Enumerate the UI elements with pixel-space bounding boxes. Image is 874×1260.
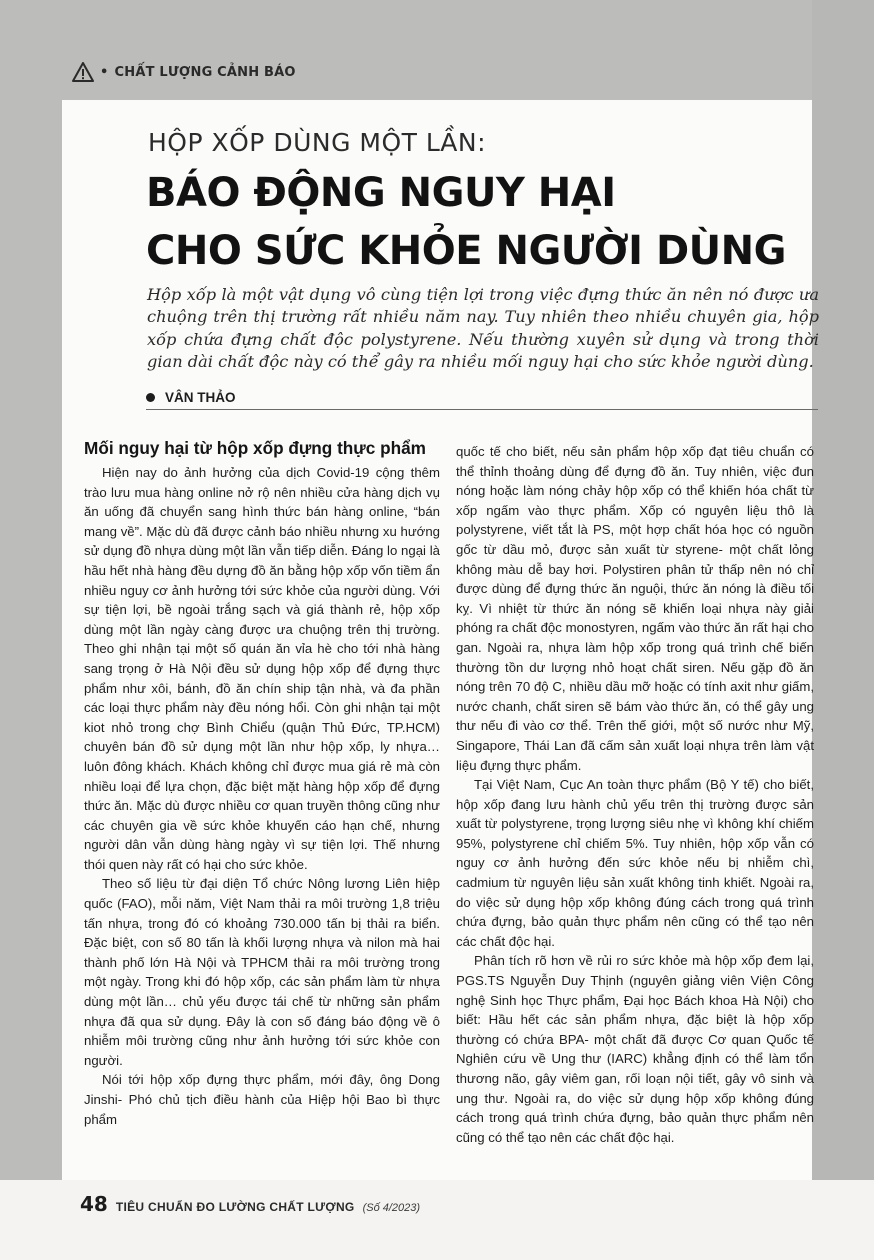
body-paragraph: Phân tích rõ hơn về rủi ro sức khỏe mà hộp xốp đem lại, PGS.TS Nguyễn Duy Thịnh (nguyên giảng viên Viện Công nghệ Sinh học Thực phẩm, Đại học Bách khoa Hà Nội) cho biết: Hầu hết các sản phẩm nhựa, đặc biệt là hộp xốp thường có chứa BPA- một chất đã được Cơ quan Quốc tế Nghiên cứu về Ung thư (IARC) khẳng định có thể làm tổn thương não, gây viêm gan, rối loạn nội tiết, gây vô sinh và ung thư. Ngoài ra, do việc sử dụng hộp xốp không đúng cách trong quá trình chứa đựng, bảo quản thực phẩm nên cũng có thể tạo nên các chất độc hại. (456, 953, 814, 1145)
page-right-band (812, 0, 874, 1260)
page-number: 48 (80, 1192, 108, 1216)
body-column-right (456, 442, 814, 1147)
byline-divider (146, 409, 818, 410)
headline-line-2: CHO SỨC KHỎE NGƯỜI DÙNG (146, 228, 786, 274)
section-bullet: • (100, 64, 109, 80)
page-left-band (0, 0, 62, 1180)
body-paragraph: Nói tới hộp xốp đựng thực phẩm, mới đây, ông Dong Jinshi- Phó chủ tịch điều hành của Hiệp hội Bao bì thực phẩm (84, 1072, 440, 1127)
author-bullet-icon (146, 393, 155, 402)
article-kicker: HỘP XỐP DÙNG MỘT LẦN: (148, 128, 487, 157)
publication-name: TIÊU CHUẨN ĐO LƯỜNG CHẤT LƯỢNG (115, 1200, 355, 1214)
body-column-left (84, 438, 440, 1129)
section-label: CHẤT LƯỢNG CẢNH BÁO (114, 64, 296, 80)
page-top-band (0, 0, 874, 100)
author-byline (146, 390, 236, 405)
article-lede: Hộp xốp là một vật dụng vô cùng tiện lợi trong việc đựng thức ăn nên nó được ưa chuộng trên thị trường rất nhiều năm nay. Tuy nhiên theo nhiều chuyên gia, hộp xốp chứa đựng chất độc polystyrene. Nếu thường xuyên sử dụng và trong thời gian dài chất độc này có thể gây ra nhiều mối nguy hại cho sức khỏe người dùng. (147, 285, 819, 372)
article-headline (146, 164, 806, 280)
headline-line-1: BÁO ĐỘNG NGUY HẠI (146, 170, 616, 216)
body-paragraph: Tại Việt Nam, Cục An toàn thực phẩm (Bộ Y tế) cho biết, hộp xốp đang lưu hành chủ yếu trên thị trường được sản xuất từ polystyrene, trọng lượng siêu nhẹ vì không khí chiếm 95%, polystyrene chỉ chiếm 5%. Tuy nhiên, hộp xốp vẫn có nguy cơ ảnh hưởng đến sức khỏe nếu bị nhiễm chì, cadmium từ nguyên liệu sản xuất không tinh khiết. Ngoài ra, do việc sử dụng hộp xốp không đúng cách trong quá trình chứa đựng, bảo quản thực phẩm nên cũng có thể tạo nên các chất độc hại. (456, 777, 814, 949)
section-tag (72, 62, 296, 82)
author-name: VÂN THẢO (165, 390, 236, 405)
page-footer (80, 1192, 420, 1216)
issue-number: (Số 4/2023) (362, 1202, 421, 1214)
body-paragraph: quốc tế cho biết, nếu sản phẩm hộp xốp đạt tiêu chuẩn có thể thỉnh thoảng dùng để đựng đồ ăn. Tuy nhiên, việc đun nóng hoặc làm nóng chảy hộp xốp có thể khiến hóa chất từ xốp ngấm vào thực phẩm. Xốp có nguyên liệu thô là polystyrene, viết tắt là PS, một hợp chất hóa học có nguồn gốc từ dầu mỏ, được sản xuất từ styrene- một chất lỏng không màu dễ bay hơi. Polystiren phân tử thấp nên nó chỉ được dùng để đựng thức ăn nguội, thức ăn nóng là điều tối kỵ. Vì nhiệt từ thức ăn nóng sẽ khiến loại nhựa này giải phóng ra chất độc monostyren, ngấm vào thức ăn rất hại cho gan. Ngoài ra, nhựa làm hộp xốp trong quá trình chế biến thường tồn dư lượng nhỏ hoạt chất siren. Nếu gặp đồ ăn nóng trên 70 độ C, nhiều dầu mỡ hoặc có tính axit như giấm, nước chanh, chất siren sẽ bám vào thức ăn, có thể gây ung thư nếu đi vào cơ thể. Trên thế giới, một số nước như Mỹ, Singapore, Thái Lan đã cấm sản xuất loại nhựa trên làm vật liệu đựng thực phẩm. (456, 444, 814, 773)
body-paragraph: Hiện nay do ảnh hưởng của dịch Covid-19 cộng thêm trào lưu mua hàng online nở rộ nên nhiều cửa hàng dịch vụ ăn uống đã chuyển sang hình thức bán hàng online, “bán mang về”. Mặc dù đã được cảnh báo nhiều nhưng xu hướng sử dụng đồ nhựa dùng một lần vẫn tiếp diễn. Đáng lo ngại là hầu hết nhà hàng đều dựng đồ ăn bằng hộp xốp vốn tiềm ẩn nhiều nguy cơ ảnh hưởng tới sức khỏe của người dùng. Với sự tiện lợi, bề ngoài trắng sạch và giá thành rẻ, hộp xốp dùng một lần ngày càng được ưa chuộng trên thị trường. Theo ghi nhận tại một số quán ăn vỉa hè cho tới nhà hàng sang trọng ở Hà Nội đều sử dụng hộp xốp để đựng thực phẩm như xôi, bánh, đồ ăn chín ship tận nhà, và đa phần các loại thực phẩm này đều nóng hổi. Còn ghi nhận tại một kiot nhỏ trong chợ Bình Chiểu (quận Thủ Đức, TP.HCM) chuyên bán đồ sử dụng một lần như hộp xốp, ly nhựa… luôn đông khách. Khách không chỉ được mua giá rẻ mà còn nhiều loại để lựa chọn, đặc biệt mặt hàng hộp xốp để đựng thức ăn. Mặc dù được nhiều cơ quan truyền thông cũng như các chuyên gia về sức khỏe khuyến cáo hạn chế, nhưng người dân vẫn dùng hàng ngày vì sự tiện lợi. Thế nhưng thói quen này rất có hại cho sức khỏe. (84, 465, 440, 872)
body-paragraph: Theo số liệu từ đại diện Tổ chức Nông lương Liên hiệp quốc (FAO), mỗi năm, Việt Nam thải ra môi trường 1,8 triệu tấn nhựa, trong đó có khoảng 730.000 tấn bị thải ra biển. Đặc biệt, con số 80 tấn là khối lượng nhựa và nilon mà hai thành phố lớn Hà Nội và TPHCM thải ra môi trường trong một ngày. Trong khi đó hộp xốp, các sản phẩm làm từ nhựa dùng một lần… chủ yếu được tái chế từ những sản phẩm nhựa đã qua sử dụng. Đây là con số đáng báo động về ô nhiễm môi trường cũng như ảnh hưởng tới sức khỏe con người. (84, 876, 440, 1068)
section-subheading: Mối nguy hại từ hộp xốp đựng thực phẩm (84, 438, 426, 458)
warning-triangle-icon (72, 62, 94, 82)
